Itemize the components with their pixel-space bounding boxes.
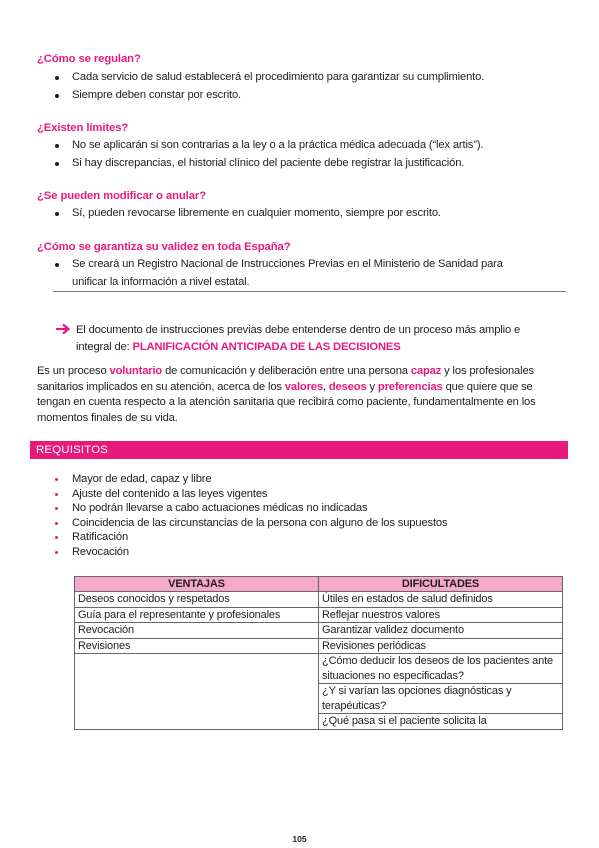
requisitos-list: [53, 472, 553, 560]
section-divider: [53, 291, 566, 292]
bullet-list-limites: [53, 137, 553, 172]
ventajas-dificultades-table: [74, 576, 563, 730]
table-cell: [75, 714, 319, 730]
table-cell: Garantizar validez documento: [319, 623, 563, 639]
table-row: [75, 607, 563, 623]
keyword-capaz: capaz: [410, 365, 442, 377]
bullet-list-regulan: [53, 69, 553, 104]
keyword-preferencias: preferencias: [377, 380, 443, 393]
table-cell: Revocación: [75, 623, 319, 639]
table-row: [75, 592, 563, 608]
list-item: Ajuste del contenido a las leyes vigentes: [53, 487, 553, 502]
table-row: [75, 714, 563, 730]
table-cell: ¿Y si varían las opciones diagnósticas y terapéuticas?: [319, 684, 563, 714]
definition-text: y: [366, 380, 378, 393]
section-heading-regulan: ¿Cómo se regulan?: [37, 53, 141, 65]
list-item: Ratificación: [53, 530, 553, 545]
list-item: Revocación: [53, 545, 553, 560]
table-row: [75, 684, 563, 714]
list-item: No podrán llevarse a cabo actuaciones médicas no indicadas: [53, 501, 553, 516]
list-item: Siempre deben constar por escrito.: [53, 87, 553, 105]
section-heading-modificar: ¿Se pueden modificar o anular?: [37, 190, 206, 202]
list-item: Mayor de edad, capaz y libre: [53, 472, 553, 487]
table-cell: Útiles en estados de salud definidos: [319, 592, 563, 608]
definition-text: que quiere que se tengan en cuenta respecto a la atención sanitaria que recibirá como paciente, fundamentalmente en los momentos finales de su vida.: [37, 380, 536, 425]
arrow-right-icon: [55, 323, 71, 335]
list-item: Coincidencia de las circunstancias de la persona con alguno de los supuestos: [53, 516, 553, 531]
planning-note: [55, 322, 560, 356]
column-header-ventajas: VENTAJAS: [75, 577, 319, 592]
table-row: [75, 623, 563, 639]
table-row: [75, 654, 563, 684]
list-item: Sí, pueden revocarse libremente en cualquier momento, siempre por escrito.: [53, 205, 553, 223]
table-header-row: [75, 577, 563, 592]
list-item: Cada servicio de salud establecerá el procedimiento para garantizar su cumplimiento.: [53, 69, 553, 87]
table-cell: Guía para el representante y profesionales: [75, 607, 319, 623]
definition-paragraph: [37, 364, 562, 427]
table-cell: Revisiones: [75, 638, 319, 654]
list-item: No se aplicarán si son contrarias a la ley o a la práctica médica adecuada (“lex artis”).: [53, 137, 553, 155]
section-heading-limites: ¿Existen límites?: [37, 122, 129, 134]
definition-text: ,: [322, 380, 329, 393]
column-header-dificultades: DIFICULTADES: [319, 577, 563, 592]
keyword-deseos: deseos: [328, 380, 367, 393]
table-cell: Deseos conocidos y respetados: [75, 592, 319, 608]
list-item: Se creará un Registro Nacional de Instrucciones Previas en el Ministerio de Sanidad para: [53, 256, 553, 274]
table-cell: ¿Qué pasa si el paciente solicita la: [319, 714, 563, 730]
planning-note-text-2: integral de:: [76, 341, 133, 353]
keyword-valores: valores: [284, 380, 323, 393]
table-cell: [75, 654, 319, 684]
bullet-list-modificar: [53, 205, 553, 223]
list-item-continuation: unificar la información a nivel estatal.: [72, 275, 250, 288]
list-item: Si hay discrepancias, el historial clínico del paciente debe registrar la justificación.: [53, 155, 553, 173]
table-cell: [75, 684, 319, 714]
definition-text: Es un proceso: [37, 365, 110, 377]
definition-text: y los profesionales sanitarios implicados en su atención, acerca de los: [37, 365, 534, 393]
keyword-voluntario: voluntario: [109, 365, 163, 377]
page-number: 105: [292, 834, 307, 844]
table-cell: Revisiones periódicas: [319, 638, 563, 654]
bullet-list-validez: [53, 256, 553, 291]
section-heading-validez: ¿Cómo se garantiza su validez en toda España?: [37, 241, 291, 253]
table-cell: Reflejar nuestros valores: [319, 607, 563, 623]
definition-text: de comunicación y deliberación entre una persona: [162, 365, 411, 377]
requisitos-header: REQUISITOS: [30, 441, 568, 459]
table-row: [75, 638, 563, 654]
table-cell: ¿Cómo deducir los deseos de los pacientes ante situaciones no especificadas?: [319, 654, 563, 684]
planning-note-text: El documento de instrucciones previas debe entenderse dentro de un proceso más amplio e: [76, 324, 521, 336]
planning-highlight: PLANIFICACIÓN ANTICIPADA DE LAS DECISIONES: [132, 341, 401, 353]
